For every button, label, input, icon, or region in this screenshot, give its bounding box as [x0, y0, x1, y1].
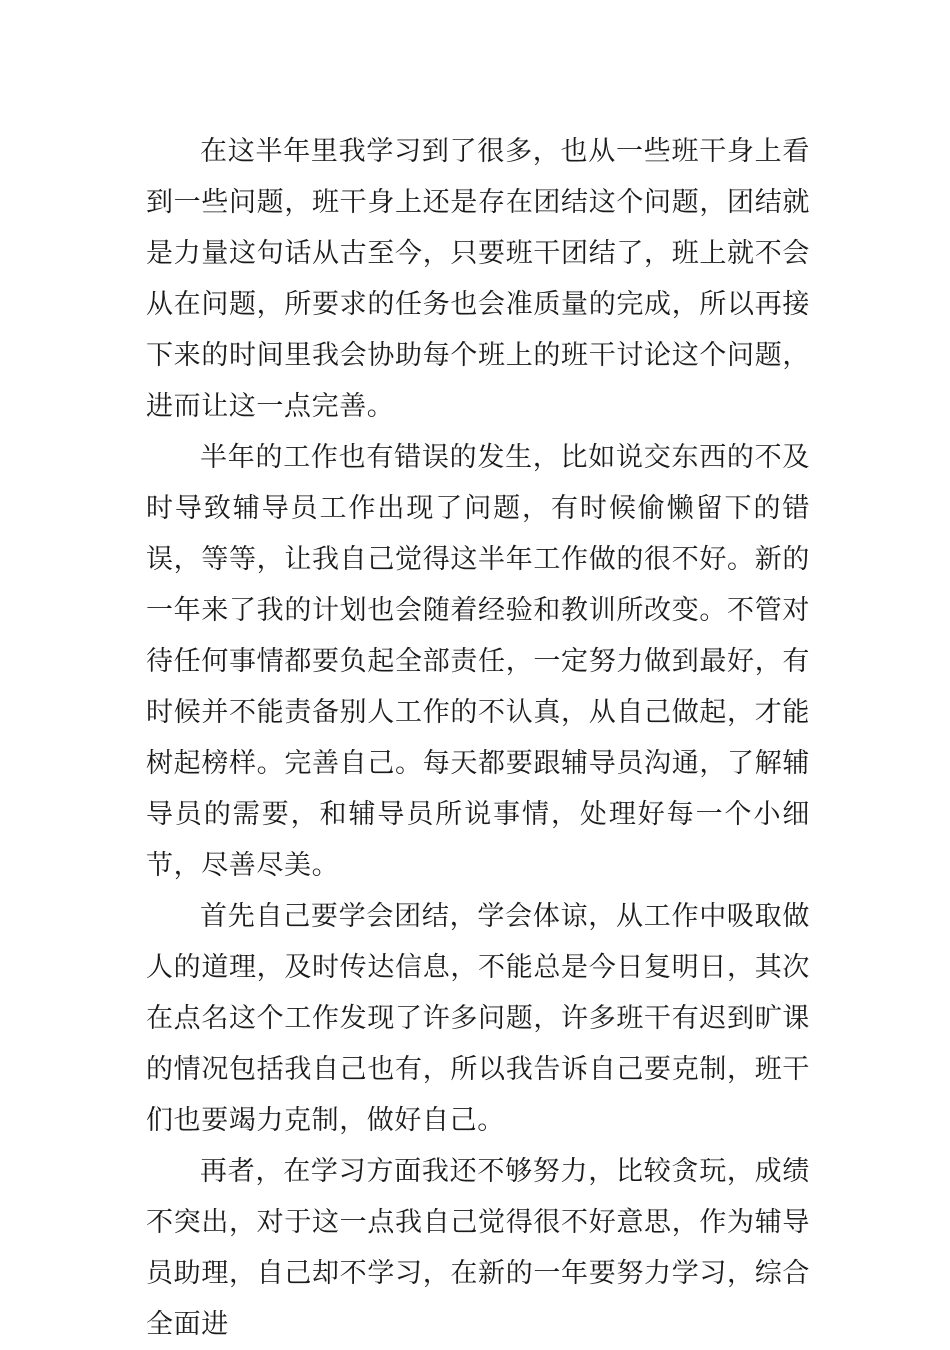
- paragraph: 再者，在学习方面我还不够努力，比较贪玩，成绩不突出，对于这一点我自己觉得很不好意思，作为辅导员助理，自己却不学习，在新的一年要努力学习，综合全面进: [146, 1156, 810, 1340]
- paragraph: 首先自己要学会团结，学会体谅，从工作中吸取做人的道理，及时传达信息，不能总是今日复明日，其次在点名这个工作发现了许多问题，许多班干有迟到旷课的情况包括我自己也有，所以我告诉自己要克制，班干们也要竭力克制，做好自己。: [146, 901, 810, 1136]
- document-body: [146, 126, 810, 1350]
- paragraph: 在这半年里我学习到了很多，也从一些班干身上看到一些问题，班干身上还是存在团结这个问题，团结就是力量这句话从古至今，只要班干团结了，班上就不会从在问题，所要求的任务也会准质量的完成，所以再接下来的时间里我会协助每个班上的班干讨论这个问题，进而让这一点完善。: [146, 136, 810, 422]
- paragraph: 半年的工作也有错误的发生，比如说交东西的不及时导致辅导员工作出现了问题，有时候偷懒留下的错误，等等，让我自己觉得这半年工作做的很不好。新的一年来了我的计划也会随着经验和教训所改变。不管对待任何事情都要负起全部责任，一定努力做到最好，有时候并不能责备别人工作的不认真，从自己做起，才能树起榜样。完善自己。每天都要跟辅导员沟通，了解辅导员的需要，和辅导员所说事情，处理好每一个小细节，尽善尽美。: [146, 442, 810, 881]
